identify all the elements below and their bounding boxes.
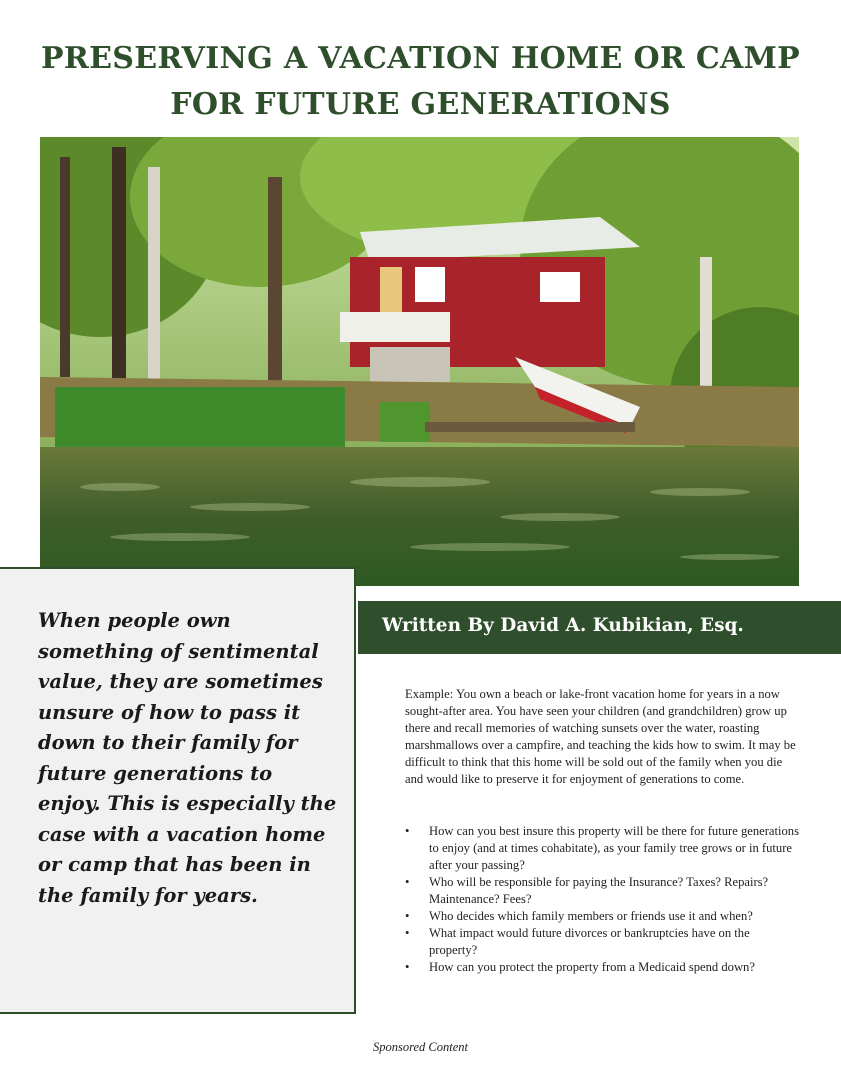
bullet-icon: • [405,960,410,974]
list-item-text: How can you protect the property from a Medicaid spend down? [429,960,755,974]
lake-cabin-photo [40,137,799,586]
page-title [0,36,841,128]
title-line-1: PRESERVING A VACATION HOME OR CAMP [41,41,800,76]
bullet-icon: • [405,909,410,923]
pull-quote: When people own something of sentimental value, they are sometimes unsure of how to pass it down to their family for future generations to enjoy. This is especially the case with a vacation home or camp that has been in the family for years. [38,609,337,907]
list-item-text: Who decides which family members or friends use it and when? [429,909,753,923]
bullet-icon: • [405,875,410,889]
list-item-text: How can you best insure this property will be there for future generations to enjoy (and at times cohabitate), as your family tree grows or in future after your passing? [429,824,800,872]
bullet-icon: • [405,926,410,940]
question-list [405,823,800,976]
author-byline: Written By David A. Kubikian, Esq. [382,615,744,636]
list-item [405,874,800,908]
intro-paragraph: Example: You own a beach or lake-front vacation home for years in a now sought-after area. You have seen your children (and grandchildren) grow up there and recall memories of watching sunsets over the water, roasting marshmallows over a campfire, and teaching the kids how to swim. It may be difficult to think that this home will be sold out of the family when you die and would like to preserve it for enjoyment of generations to come. [405,687,796,786]
title-line-2: FOR FUTURE GENERATIONS [170,87,671,122]
list-item-text: Who will be responsible for paying the Insurance? Taxes? Repairs? Maintenance? Fees? [429,875,769,906]
list-item-text: What impact would future divorces or bankruptcies have on the property? [429,926,750,957]
bullet-icon: • [405,824,410,838]
author-banner [358,601,841,654]
list-item [405,823,800,874]
list-item [405,925,800,959]
list-item [405,959,800,976]
sponsored-label: Sponsored Content [372,1040,469,1054]
list-item [405,908,800,925]
